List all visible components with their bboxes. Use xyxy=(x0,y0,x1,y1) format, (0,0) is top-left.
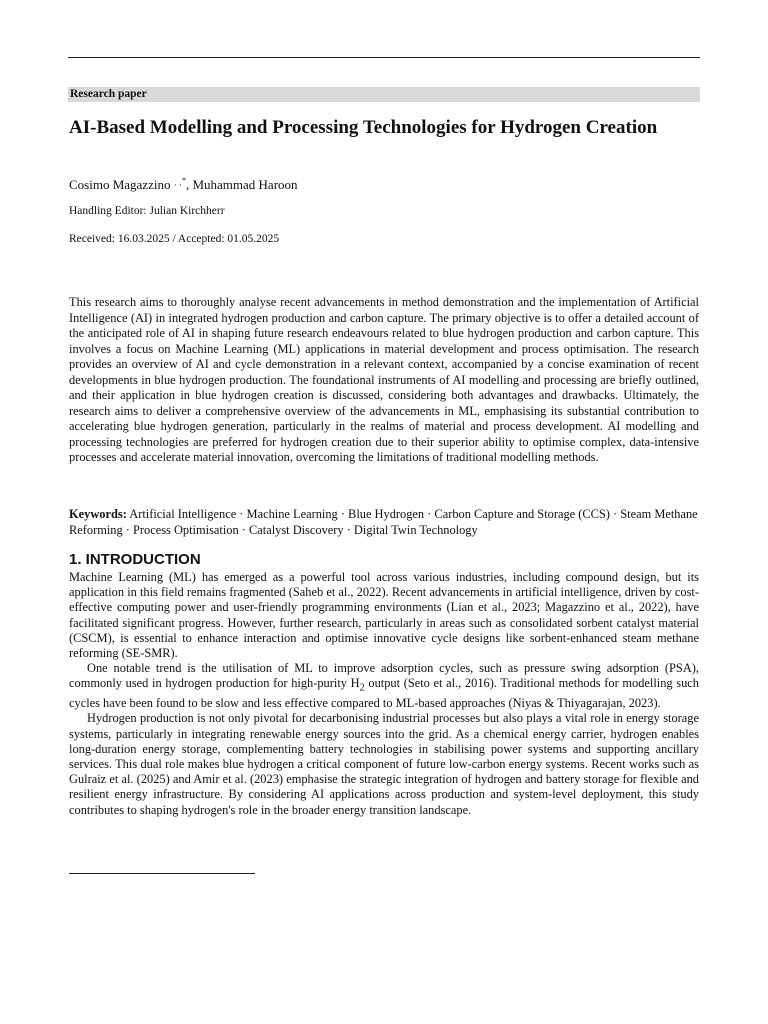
author-name-second: , Muhammad Haroon xyxy=(185,177,298,192)
section-label: Research paper xyxy=(70,88,147,100)
keywords xyxy=(69,506,699,538)
header-rule xyxy=(68,57,700,58)
intro-paragraph-2-text-end: output (Seto et al., 2016). Traditional methods for modelling such cycles have been found to be slow and less effective compared to ML-based approaches (Niyas & Thiyagarajan, 2023). xyxy=(69,676,699,711)
intro-paragraph-2-text: One notable trend is the utilisation of ML to improve adsorption cycles, such as pressure swing adsorption (PSA), commonly used in hydrogen production for high-purity H xyxy=(69,661,699,691)
paper-title: AI-Based Modelling and Processing Technologies for Hydrogen Creation xyxy=(69,117,658,138)
section-heading-introduction: 1. INTRODUCTION xyxy=(69,551,201,568)
received-accepted-dates: Received: 16.03.2025 / Accepted: 01.05.2025 xyxy=(69,233,280,245)
keywords-label: Keywords: xyxy=(69,507,127,521)
intro-paragraph-3: Hydrogen production is not only pivotal for decarbonising industrial processes but also plays a vital role in energy storage systems, particularly in integrating renewable energy sources into the grid. As a chemical energy carrier, hydrogen enables long-duration energy storage, complementing battery technologies in stabilising power systems and supporting ancillary services. This dual role makes blue hydrogen a critical component of future low-carbon energy systems. Recent works such as Gulraiz et al. (2025) and Amir et al. (2023) emphasise the strategic integration of hydrogen and battery storage for flexible and resilient energy infrastructure. By considering AI applications across production and system-level deployment, this study contributes to shaping hydrogen's role in the broader energy transition landscape. xyxy=(69,711,699,817)
author-name: Cosimo Magazzino xyxy=(69,177,171,192)
handling-editor: Handling Editor: Julian Kirchherr xyxy=(69,205,225,217)
introduction-body xyxy=(69,570,699,818)
author-line xyxy=(69,172,298,194)
intro-paragraph-1: Machine Learning (ML) has emerged as a powerful tool across various industries, including compound design, but its application in this field remains fragmented (Saheb et al., 2022). Recent advancements in artificial intelligence, driven by cost-effective computing power and user-friendly programming environments (Lian et al., 2023; Magazzino et al., 2022), have facilitated significant progress. However, further research, particularly in areas such as consolidated sorbent catalyst material (CSCM), is essential to enhance interaction and optimise innovative cycle designs like sorbent-enhanced steam methane reforming (SE-SMR). xyxy=(69,570,699,661)
subscript: 2 xyxy=(359,682,365,694)
keywords-list: Artificial Intelligence · Machine Learning · Blue Hydrogen · Carbon Capture and Storage (CCS) · Steam Methane Reforming · Process Optimisation · Catalyst Discovery · Digital Twin Technology xyxy=(69,507,698,537)
intro-paragraph-2 xyxy=(69,661,699,711)
affiliation-marks: · · xyxy=(173,180,182,190)
footnote-rule xyxy=(69,873,255,874)
abstract: This research aims to thoroughly analyse recent advancements in method demonstration and the implementation of Artificial Intelligence (AI) in integrated hydrogen production and carbon capture. The primary objective is to offer a detailed account of the anticipated role of AI in shaping future research endeavours related to blue hydrogen production and carbon capture. This involves a focus on Machine Learning (ML) applications in material development and process optimisation. The research provides an overview of AI and cycle demonstration in a relevant context, accompanied by a concise examination of recent developments in blue hydrogen production. The foundational instruments of AI modelling and processing are briefly outlined, and their application in blue hydrogen creation is discussed, considering both advantages and drawbacks. Ultimately, the research aims to deliver a comprehensive overview of the advancements in ML, emphasising its substantial contribution to accelerating blue hydrogen generation, particularly in the realms of material and process development. AI modelling and processing technologies are preferred for hydrogen creation due to their superior ability to optimise complex, data-intensive processes and accelerate material innovation, overcoming the limitations of traditional modelling methods. xyxy=(69,295,699,464)
section-label-band xyxy=(68,87,700,102)
corresponding-author-mark: * xyxy=(181,176,186,185)
